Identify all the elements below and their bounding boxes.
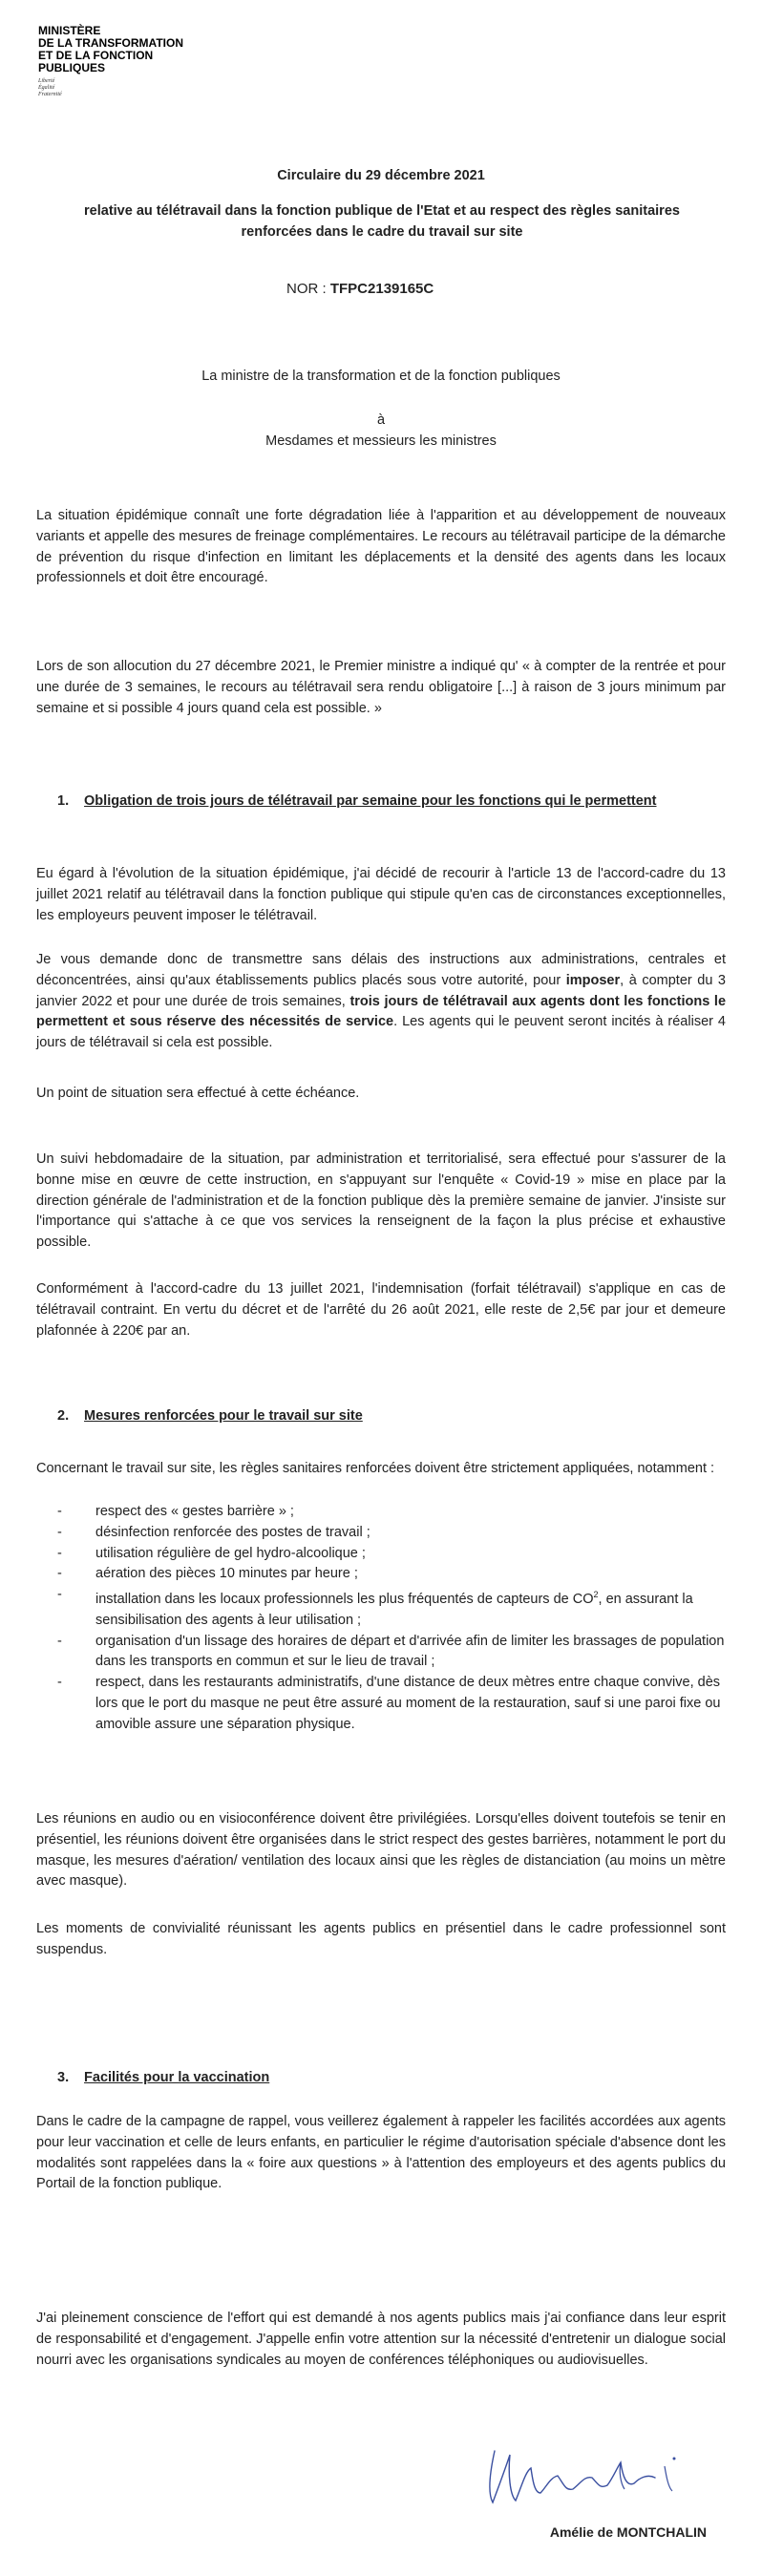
ministry-line: MINISTÈRE (38, 24, 101, 37)
section-1-paragraph-3: Un point de situation sera effectué à cette échéance. (36, 1086, 360, 1101)
section-2-bullets (36, 1502, 726, 1736)
section-2-heading (57, 1405, 726, 1426)
addressing-a: à (376, 412, 386, 428)
motto-liberte: Liberté (38, 78, 55, 84)
text-run: installation dans les locaux professionnels les plus fréquentés de capteurs de CO (95, 1592, 594, 1608)
list-item (36, 1585, 726, 1631)
emphasis-imposer: imposer (565, 972, 621, 988)
text-run: Je vous demande donc de transmettre sans délais des instructions aux administrations, centrales et déconcentrées, ainsi qu'aux établissements publics placés sous votre autorité, pour (36, 952, 726, 988)
nor-reference (286, 281, 477, 297)
circular-title: Circulaire du 29 décembre 2021 (277, 168, 485, 183)
handwritten-signature (477, 2439, 697, 2516)
text-run: , en assurant la sensibilisation des agents à leur utilisation ; (95, 1592, 693, 1628)
intro-paragraph-2: Lors de son allocution du 27 décembre 2021, le Premier ministre a indiqué qu' « à compter de la rentrée et pour une durée de 3 semaines, le recours au télétravail sera rendu obligatoire [...] à raison de 3 jours minimum par semaine et si possible 4 jours quand cela est possible. » (36, 659, 726, 716)
section-3-number: 3. (57, 2070, 70, 2085)
signer-name: Amélie de MONTCHALIN (549, 2524, 707, 2540)
list-item: - respect, dans les restaurants administratifs, d'une distance de deux mètres entre chaque convive, dès lors que le port du masque ne peut être assuré au moment de la restauration, sauf si une paroi fixe ou amovible assure une séparation physique. (36, 1673, 726, 1735)
section-1-paragraph-1: Eu égard à l'évolution de la situation épidémique, j'ai décidé de recourir à l'article 13 de l'accord-cadre du 13 juillet 2021 relatif au télétravail dans la fonction publique qui stipule qu'en cas de circonstances exceptionnelles, les employeurs peuvent imposer le télétravail. (36, 866, 726, 923)
section-2-paragraph-2: Les réunions en audio ou en visioconférence doivent être privilégiées. Lorsqu'elles doivent toutefois se tenir en présentiel, les réunions doivent être organisées dans le strict respect des gestes barrières, notamment le port du masque, les mesures d'aération/ ventilation des locaux ainsi que les règles de distanciation (au moins un mètre avec masque). (36, 1811, 726, 1890)
section-1-paragraph-5: Conformément à l'accord-cadre du 13 juillet 2021, l'indemnisation (forfait télétravail) s'applique en cas de télétravail contraint. En vertu du décret et de l'arrêté du 26 août 2021, elle reste de 2,5€ par jour et demeure plafonnée à 220€ par an. (36, 1281, 726, 1339)
text-run: . Les agents qui le peuvent seront incités à réaliser 4 jours de télétravail si cela est possible. (36, 1014, 726, 1051)
motto-egalite: Égalité (38, 85, 55, 91)
ministry-line: DE LA TRANSFORMATION (38, 36, 183, 50)
section-1-number: 1. (57, 793, 70, 809)
section-3-paragraph-1: Dans le cadre de la campagne de rappel, vous veillerez également à rappeler les facilités accordées aux agents pour leur vaccination et celle de leurs enfants, en particulier le régime d'autorisation spéciale d'absence dont les modalités sont rappelées dans la « foire aux questions » à l'attention des employeurs et des agents publics du Portail de la fonction publique. (36, 2114, 726, 2192)
circular-subtitle: relative au télétravail dans la fonction publique de l'Etat et au respect des règles sanitaires renforcées dans le cadre du travail sur site (84, 203, 680, 240)
section-3-heading (57, 2067, 726, 2088)
nor-label: NOR : (286, 281, 327, 297)
list-item: - organisation d'un lissage des horaires de départ et d'arrivée afin de limiter les brassages de population dans les transports en commun et sur le lieu de travail ; (36, 1632, 726, 1674)
section-2-number: 2. (57, 1408, 70, 1424)
section-3-title: Facilités pour la vaccination (84, 2070, 270, 2085)
list-item: - utilisation régulière de gel hydro-alcoolique ; (36, 1544, 726, 1565)
section-1-heading (57, 791, 726, 812)
intro-paragraph-1: La situation épidémique connaît une forte dégradation liée à l'apparition et au développement de nouveaux variants et appelle des mesures de freinage complémentaires. Le recours au télétravail participe de la démarche de prévention du risque d'infection en limitant les déplacements et la densité des agents dans les locaux professionnels et doit être encouragé. (36, 508, 726, 586)
ministry-line: PUBLIQUES (38, 61, 106, 74)
recipient-line: Mesdames et messieurs les ministres (265, 433, 497, 449)
list-item: - désinfection renforcée des postes de travail ; (36, 1523, 726, 1544)
section-1-paragraph-2 (36, 950, 726, 1054)
co2-subscript: 2 (593, 1590, 599, 1600)
section-2-intro: Concernant le travail sur site, les règles sanitaires renforcées doivent être strictement appliquées, notamment : (36, 1461, 715, 1476)
text-run: , à compter du 3 janvier 2022 et pour une durée de trois semaines, (36, 972, 726, 1009)
republic-motto (38, 78, 286, 98)
section-2-paragraph-3: Les moments de convivialité réunissant les agents publics en présentiel dans le cadre professionnel sont suspendus. (36, 1921, 726, 1957)
emphasis-three-days: trois jours de télétravail aux agents dont les fonctions le permettent et sous réserve des nécessités de service (36, 993, 727, 1030)
section-2-title: Mesures renforcées pour le travail sur site (84, 1408, 363, 1424)
ministry-header (38, 25, 286, 98)
section-1-paragraph-4: Un suivi hebdomadaire de la situation, par administration et territorialisé, sera effectué pour s'assurer de la bonne mise en œuvre de cette instruction, en s'appuyant sur l'enquête « Covid-19 » mise en place par la direction générale de l'administration et de la fonction publique dès la première semaine de janvier. J'insiste sur l'importance qui s'attache à ce que vos services la renseignent de la façon la plus précise et exhaustive possible. (36, 1151, 726, 1251)
list-item: - respect des « gestes barrière » ; (36, 1502, 726, 1523)
list-item: - aération des pièces 10 minutes par heure ; (36, 1564, 726, 1585)
sender-line: La ministre de la transformation et de la fonction publiques (201, 369, 561, 384)
nor-value: TFPC2139165C (329, 281, 434, 297)
motto-fraternite: Fraternité (38, 92, 62, 97)
ministry-line: ET DE LA FONCTION (38, 49, 154, 62)
section-1-title: Obligation de trois jours de télétravail par semaine pour les fonctions qui le permettent (84, 793, 657, 809)
closing-paragraph: J'ai pleinement conscience de l'effort qui est demandé à nos agents publics mais j'ai confiance dans leur esprit de responsabilité et d'engagement. J'appelle enfin votre attention sur la nécessité d'entretenir un dialogue social nourri avec les organisations syndicales au moyen de conférences téléphoniques ou audiovisuelles. (36, 2311, 726, 2368)
